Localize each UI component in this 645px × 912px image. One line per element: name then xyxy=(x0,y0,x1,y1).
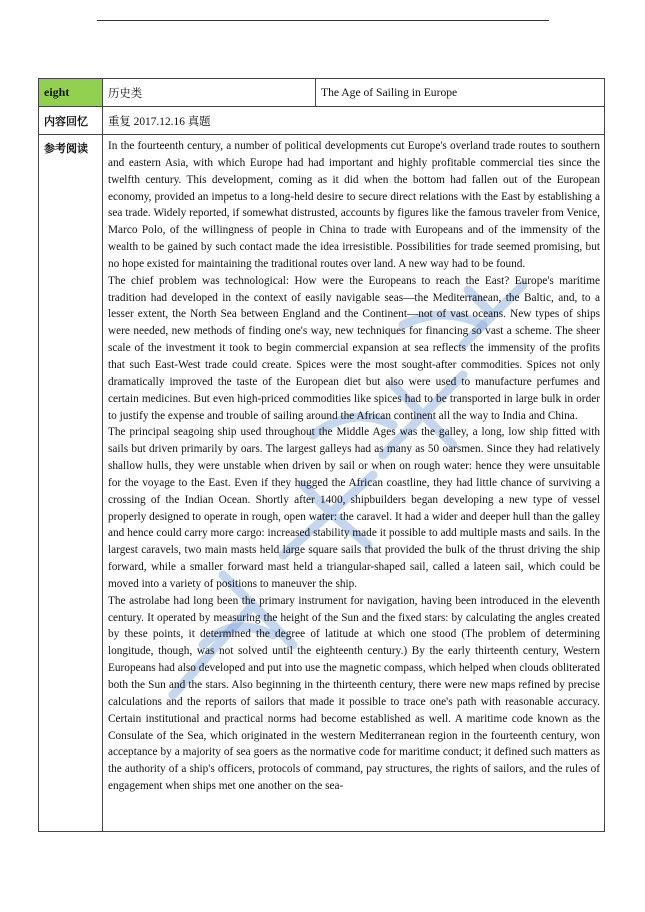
recall-label: 内容回忆 xyxy=(39,107,103,135)
number-label: eight xyxy=(39,79,103,107)
reading-passage xyxy=(103,135,605,832)
category-cell: 历史类 xyxy=(103,79,316,107)
reading-sheet-table xyxy=(38,78,605,832)
paragraph-3: The principal seagoing ship used throughout the Middle Ages was the galley, a long, low ship fitted with sails but driven primarily by oars. The largest galleys had as many as 50 oarsmen. Since they had relatively shallow hulls, they were unstable when driven by sail or when on rough water: hence they were unsuitable for the voyage to the East. Even if they hugged the African coastline, they had little chance of surviving a crossing of the Indian Ocean. Shortly after 1400, shipbuilders began developing a new type of vessel properly designed to operate in rough, open water: the caravel. It had a wider and deeper hull than the galley and hence could carry more cargo: increased stability made it possible to add multiple masts and sails. In the largest caravels, two main masts held large square sails that provided the bulk of the thrust driving the ship forward, while a smaller forward mast held a triangular-shaped sail, called a lateen sail, which could be moved into a variety of positions to maneuver the ship. xyxy=(108,426,600,590)
reading-label: 参考阅读 xyxy=(39,135,103,832)
recall-row xyxy=(39,107,605,135)
paragraph-2: The chief problem was technological: How were the Europeans to reach the East? Europe's maritime tradition had developed in the context of easily navigable seas—the Mediterranean, the Baltic, and, to a lesser extent, the North Sea between England and the Continent—not of vast oceans. New types of ships were needed, new methods of finding one's way, new techniques for financing so vast a scheme. The sheer scale of the investment it took to begin commercial expansion at sea reflects the immensity of the profits that such East-West trade could create. Spices were the most sought-after commodities. Spices not only dramatically improved the taste of the European diet but also were used to manufacture perfumes and certain medicines. But even high-priced commodities like spices had to be transported in large bulk in order to justify the expense and trouble of sailing around the African continent all the way to India and China. xyxy=(108,274,600,422)
paragraph-1: In the fourteenth century, a number of political developments cut Europe's overland trade routes to southern and eastern Asia, with which Europe had had important and highly profitable commercial ties since the twelfth century. This development, coming as it did when the bottom had fallen out of the European economy, provided an impetus to a long-held desire to secure direct relations with the East by establishing a sea trade. Widely reported, if somewhat distrusted, accounts by figures like the famous traveler from Venice, Marco Polo, of the willingness of people in China to trade with Europeans and of the immensity of the wealth to be gained by such contact made the idea irresistible. Possibilities for trade seemed promising, but no hope existed for maintaining the traditional routes over land. A new way had to be found. xyxy=(108,140,600,270)
reading-row xyxy=(39,135,605,832)
header-rule xyxy=(97,20,549,21)
paragraph-4: The astrolabe had long been the primary instrument for navigation, having been introduced in the eleventh century. It operated by measuring the height of the Sun and the fixed stars: by calculating the angles created by these points, it determined the degree of latitude at which one stood (The problem of determining longitude, though, was not solved until the eighteenth century.) By the early thirteenth century, Western Europeans had also developed and put into use the magnetic compass, which helped when clouds obliterated both the Sun and the stars. Also beginning in the thirteenth century, there were new maps refined by precise calculations and the reports of sailors that made it possible to trace one's path with reasonable accuracy. Certain institutional and practical norms had become established as well. A maritime code known as the Consulate of the Sea, which originated in the western Mediterranean region in the fourteenth century, won acceptance by a majority of sea goers as the normative code for maritime conduct; it defined such matters as the authority of a ship's officers, protocols of command, pay structures, the rights of sailors, and the rules of engagement when ships met one another on the sea- xyxy=(108,594,600,793)
header-row xyxy=(39,79,605,107)
passage-title: The Age of Sailing in Europe xyxy=(316,79,605,107)
recall-value: 重复 2017.12.16 真题 xyxy=(103,107,605,135)
